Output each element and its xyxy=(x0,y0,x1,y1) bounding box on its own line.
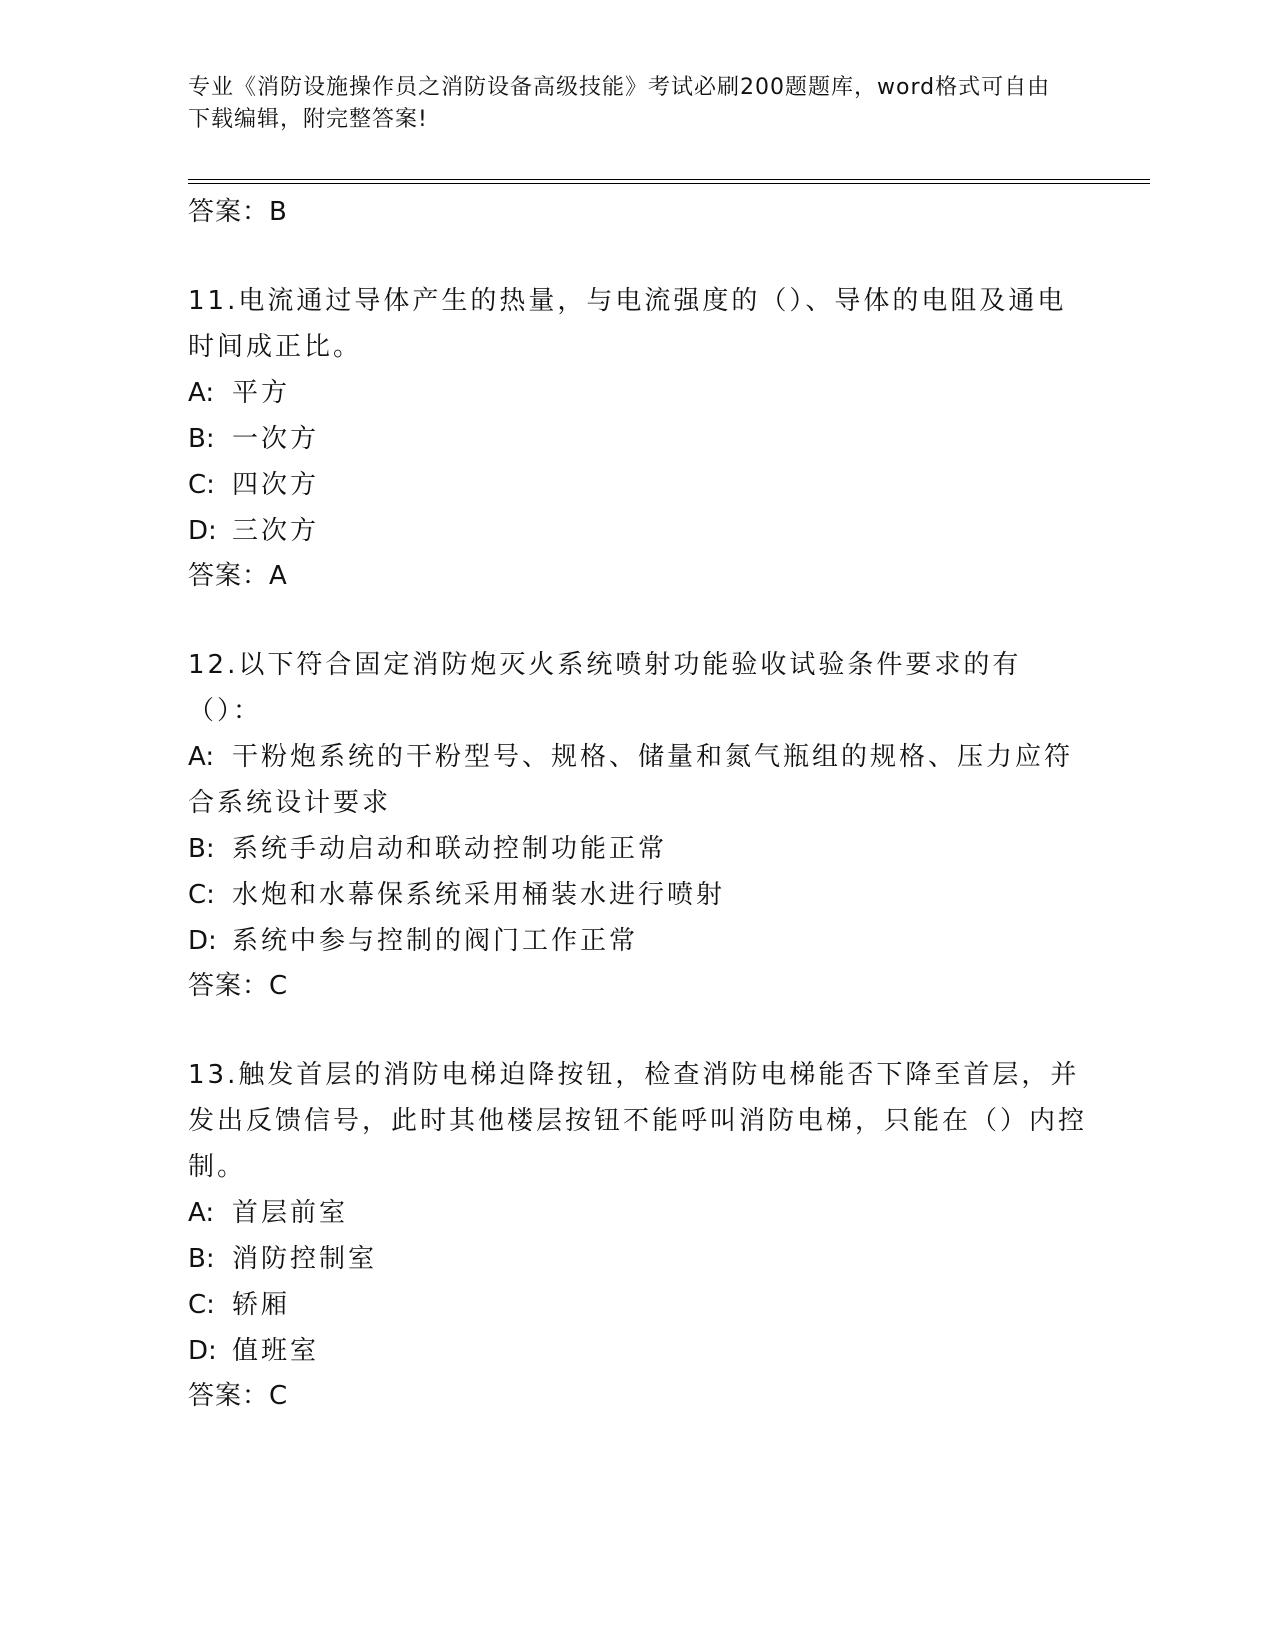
question-13 xyxy=(188,1052,1088,1418)
option-text: 消防控制室 xyxy=(232,1244,378,1274)
option-c xyxy=(188,872,1088,918)
option-b xyxy=(188,826,1088,872)
option-text: 一次方 xyxy=(232,424,320,454)
option-text: 干粉炮系统的干粉型号、规格、储量和氮气瓶组的规格、压力应符合系统设计要求 xyxy=(188,742,1074,818)
option-text: 首层前室 xyxy=(232,1198,349,1228)
question-stem: 13.触发首层的消防电梯迫降按钮，检查消防电梯能否下降至首层，并发出反馈信号，此时其他楼层按钮不能呼叫消防电梯，只能在（）内控制。 xyxy=(188,1060,1088,1182)
option-letter: C: xyxy=(188,880,215,910)
option-text: 四次方 xyxy=(232,470,320,500)
option-text: 系统手动启动和联动控制功能正常 xyxy=(232,834,668,864)
header-rule-top xyxy=(188,179,1150,180)
option-letter: B: xyxy=(188,1244,215,1274)
option-a xyxy=(188,734,1088,826)
option-d xyxy=(188,1328,1088,1374)
option-letter: B: xyxy=(188,424,215,454)
option-letter: A: xyxy=(188,1198,215,1228)
page-header: 专业《消防设施操作员之消防设备高级技能》考试必刷200题题库，word格式可自由下载编辑，附完整答案! xyxy=(188,75,1051,132)
option-letter: B: xyxy=(188,834,215,864)
previous-answer: 答案：B xyxy=(188,197,288,227)
option-letter: C: xyxy=(188,470,215,500)
answer-line: 答案：A xyxy=(188,561,288,591)
question-12 xyxy=(188,642,1088,1008)
option-c xyxy=(188,462,1088,508)
option-text: 水炮和水幕保系统采用桶装水进行喷射 xyxy=(232,880,726,910)
question-stem: 11.电流通过导体产生的热量，与电流强度的（）、导体的电阻及通电时间成正比。 xyxy=(188,286,1067,362)
option-text: 值班室 xyxy=(232,1336,320,1366)
answer-line: 答案：C xyxy=(188,971,289,1001)
option-letter: A: xyxy=(188,378,215,408)
option-text: 三次方 xyxy=(232,516,320,546)
option-letter: D: xyxy=(188,926,217,956)
option-letter: D: xyxy=(188,1336,217,1366)
option-text: 平方 xyxy=(232,378,291,408)
option-b xyxy=(188,416,1088,462)
option-d xyxy=(188,508,1088,554)
question-list xyxy=(188,190,1088,1418)
option-a xyxy=(188,370,1088,416)
option-c xyxy=(188,1282,1088,1328)
option-letter: A: xyxy=(188,742,215,772)
question-11 xyxy=(188,278,1088,598)
question-stem: 12.以下符合固定消防炮灭火系统喷射功能验收试验条件要求的有（）： xyxy=(188,650,1022,726)
option-letter: C: xyxy=(188,1290,215,1320)
option-a xyxy=(188,1190,1088,1236)
answer-line: 答案：C xyxy=(188,1381,289,1411)
header-rule-bottom xyxy=(188,183,1150,184)
option-d xyxy=(188,918,1088,964)
option-letter: D: xyxy=(188,516,217,546)
option-text: 轿厢 xyxy=(232,1290,291,1320)
option-b xyxy=(188,1236,1088,1282)
option-text: 系统中参与控制的阀门工作正常 xyxy=(232,926,639,956)
